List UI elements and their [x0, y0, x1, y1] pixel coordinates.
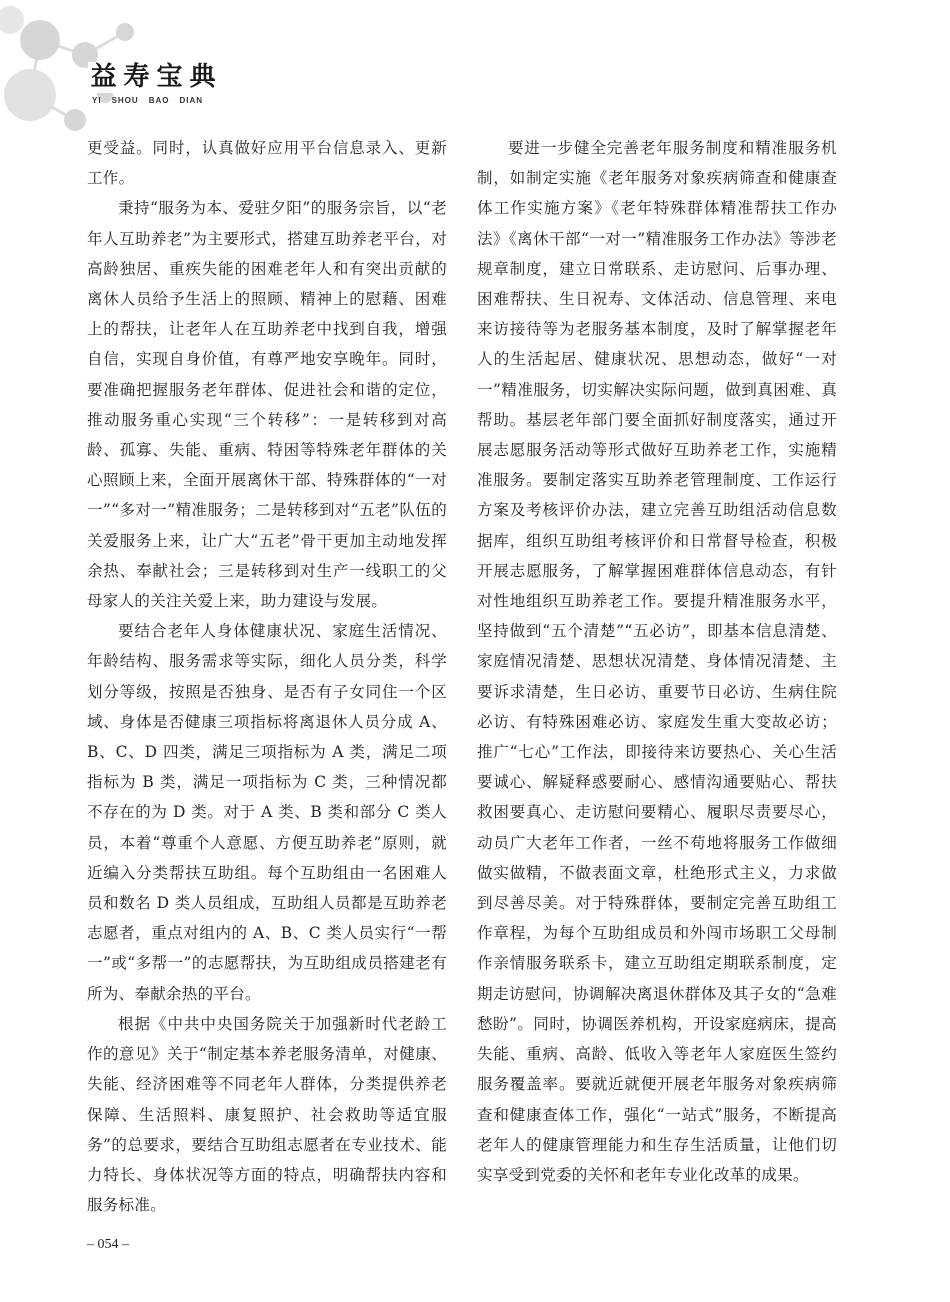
right-column: [477, 133, 837, 1190]
masthead-char: 益: [88, 62, 119, 93]
masthead-pinyin-word: BAO: [148, 96, 170, 105]
paragraph: 要进一步健全完善老年服务制度和精准服务机制，如制定实施《老年服务对象疾病筛查和健康查体工作实施方案》《老年特殊群体精准帮扶工作办法》《离休干部“一对一”精准服务工作办法》等涉老规章制度，建立日常联系、走访慰问、后事办理、困难帮扶、生日祝寿、文体活动、信息管理、来电来访接待等为老服务基本制度，及时了解掌握老年人的生活起居、健康状况、思想动态，做好“一对一”精准服务，切实解决实际问题，做到真困难、真帮助。基层老年部门要全面抓好制度落实，通过开展志愿服务活动等形式做好互助养老工作，实施精准服务。要制定落实互助养老管理制度、工作运行方案及考核评价办法，建立完善互助组活动信息数据库，组织互助组考核评价和日常督导检查，积极开展志愿服务，了解掌握困难群体信息动态，有针对性地组织互助养老工作。要提升精准服务水平，坚持做到“五个清楚”“五必访”，即基本信息清楚、家庭情况清楚、思想状况清楚、身体情况清楚、主要诉求清楚，生日必访、重要节日必访、生病住院必访、有特殊困难必访、家庭发生重大变故必访；推广“七心”工作法，即接待来访要热心、关心生活要诚心、解疑释惑要耐心、感情沟通要贴心、帮扶救困要真心、走访慰问要精心、履职尽责要尽心，动员广大老年工作者，一丝不苟地将服务工作做细做实做精，不做表面文章，杜绝形式主义，力求做到尽善尽美。对于特殊群体，要制定完善互助组工作章程，为每个互助组成员和外闯市场职工父母制作亲情服务联系卡，建立互助组定期联系制度，定期走访慰问，协调解决离退休群体及其子女的“急难愁盼”。同时，协调医养机构，开设家庭病床，提高失能、重病、高龄、低收入等老年人家庭医生签约服务覆盖率。要就近就便开展老年服务对象疾病筛查和健康查体工作，强化“一站式”服务，不断提高老年人的健康管理能力和生存生活质量，让他们切实享受到党委的关怀和老年专业化改革的成果。: [477, 139, 837, 1184]
masthead-char: 寿: [121, 62, 152, 93]
masthead-pinyin: [88, 96, 218, 105]
masthead-pinyin-word: DIAN: [179, 96, 204, 105]
left-column: [87, 133, 447, 1220]
masthead-title: [88, 62, 218, 93]
paragraph: 更受益。同时，认真做好应用平台信息录入、更新工作。: [87, 139, 447, 188]
paragraph: 秉持“服务为本、爱驻夕阳”的服务宗旨，以“老年人互助养老”为主要形式，搭建互助养老平台，对高龄独居、重疾失能的困难老年人和有突出贡献的离休人员给予生活上的照顾、精神上的慰藉、困难上的帮扶，让老年人在互助养老中找到自我，增强自信，实现自身价值，有尊严地安享晚年。同时，要准确把握服务老年群体、促进社会和谐的定位，推动服务重心实现“三个转移”：一是转移到对高龄、孤寡、失能、重病、特困等特殊老年群体的关心照顾上来，全面开展离休干部、特殊群体的“一对一”“多对一”精准服务；二是转移到对“五老”队伍的关爱服务上来，让广大“五老”骨干更加主动地发挥余热、奉献社会；三是转移到对生产一线职工的父母家人的关注关爱上来，助力建设与发展。: [87, 199, 447, 611]
paragraph: 根据《中共中央国务院关于加强新时代老龄工作的意见》关于“制定基本养老服务清单，对健康、失能、经济困难等不同老年人群体，分类提供养老保障、生活照料、康复照护、社会救助等适宜服务”的总要求，要结合互助组志愿者在专业技术、能力特长、身体状况等方面的特点，明确帮扶内容和服务标准。: [87, 1014, 447, 1215]
paragraph: 要结合老年人身体健康状况、家庭生活情况、年龄结构、服务需求等实际，细化人员分类，科学划分等级，按照是否独身、是否有子女同住一个区域、身体是否健康三项指标将离退休人员分成 A、B、C、D 四类，满足三项指标为 A 类，满足二项指标为 B 类，满足一项指标为 C 类，三种情况都不存在的为 D 类。对于 A 类、B 类和部分 C 类人员，本着“尊重个人意愿、方便互助养老”原则，就近编入分类帮扶互助组。每个互助组由一名困难人员和数名 D 类人员组成，互助组人员都是互助养老志愿者，重点对组内的 A、B、C 类人员实行“一帮一”或“多帮一”的志愿帮扶，为互助组成员搭建老有所为、奉献余热的平台。: [87, 622, 447, 1003]
masthead-char: 宝: [154, 62, 185, 93]
masthead: [88, 62, 218, 105]
page-number: – 054 –: [87, 1237, 129, 1252]
masthead-pinyin-word: SHOU: [111, 96, 139, 105]
masthead-char: 典: [187, 62, 218, 93]
masthead-pinyin-word: YI: [92, 96, 102, 105]
